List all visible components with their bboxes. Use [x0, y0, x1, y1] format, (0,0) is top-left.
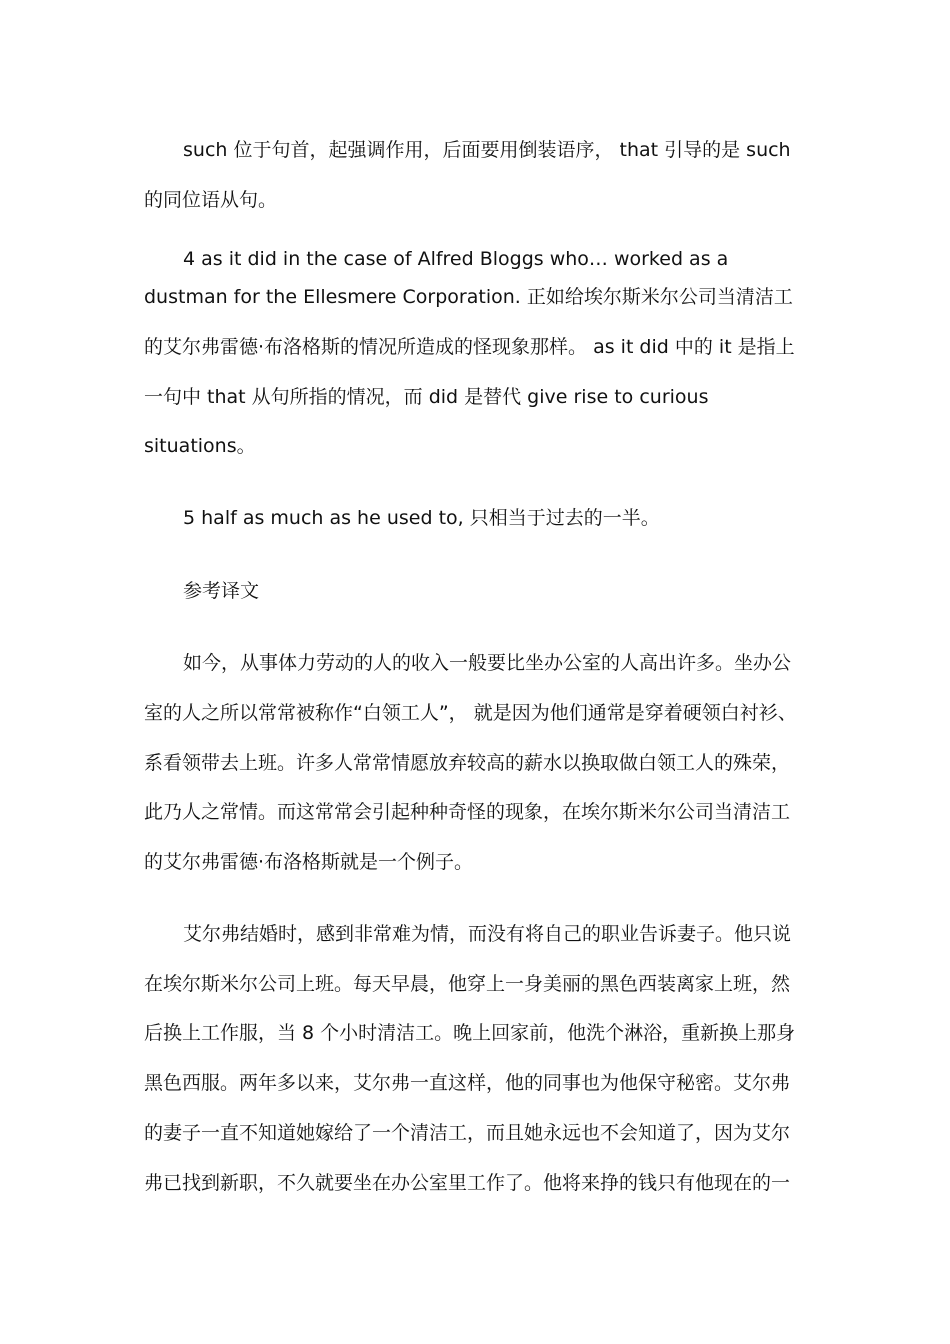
- translation-p2-line-5: 的妻子一直不知道她嫁给了一个清洁工，而且她永远也不会知道了，因为艾尔: [144, 1122, 791, 1144]
- translation-p2-line-3: 后换上工作服，当 8 个小时清洁工。晚上回家前，他洗个淋浴，重新换上那身: [144, 1022, 796, 1044]
- translation-p2-line-6: 弗已找到新职，不久就要坐在办公室里工作了。他将来挣的钱只有他现在的一: [144, 1172, 791, 1194]
- note-3-line-1: such 位于句首，起强调作用，后面要用倒装语序， that 引导的是 such: [183, 139, 791, 161]
- note-4-line-5: situations。: [144, 435, 256, 457]
- note-3-line-2: 的同位语从句。: [144, 189, 278, 211]
- translation-p1-line-5: 的艾尔弗雷德·布洛格斯就是一个例子。: [144, 851, 474, 873]
- translation-p1-line-1: 如今，从事体力劳动的人的收入一般要比坐办公室的人高出许多。坐办公: [183, 652, 792, 674]
- translation-p1-line-2: 室的人之所以常常被称作“白领工人”， 就是因为他们通常是穿着硬领白衬衫、: [144, 702, 797, 724]
- translation-p1-line-3: 系看领带去上班。许多人常常情愿放弃较高的薪水以换取做白领工人的殊荣，: [144, 752, 791, 774]
- translation-heading: 参考译文: [183, 580, 260, 602]
- note-4-line-3: 的艾尔弗雷德·布洛格斯的情况所造成的怪现象那样。 as it did 中的 it 是指上: [144, 336, 795, 358]
- translation-p2-line-2: 在埃尔斯米尔公司上班。每天早晨，他穿上一身美丽的黑色西装离家上班，然: [144, 973, 791, 995]
- translation-p2-line-1: 艾尔弗结婚时，感到非常难为情，而没有将自己的职业告诉妻子。他只说: [183, 923, 792, 945]
- translation-p2-line-4: 黑色西服。两年多以来，艾尔弗一直这样，他的同事也为他保守秘密。艾尔弗: [144, 1072, 791, 1094]
- translation-p1-line-4: 此乃人之常情。而这常常会引起种种奇怪的现象，在埃尔斯米尔公司当清洁工: [144, 801, 791, 823]
- note-4-line-1: 4 as it did in the case of Alfred Bloggs who… worked as a: [183, 248, 729, 270]
- note-5-line-1: 5 half as much as he used to, 只相当于过去的一半。: [183, 507, 660, 529]
- note-4-line-4: 一句中 that 从句所指的情况，而 did 是替代 give rise to curious: [144, 386, 709, 408]
- note-4-line-2: dustman for the Ellesmere Corporation. 正如给埃尔斯米尔公司当清洁工: [144, 286, 793, 308]
